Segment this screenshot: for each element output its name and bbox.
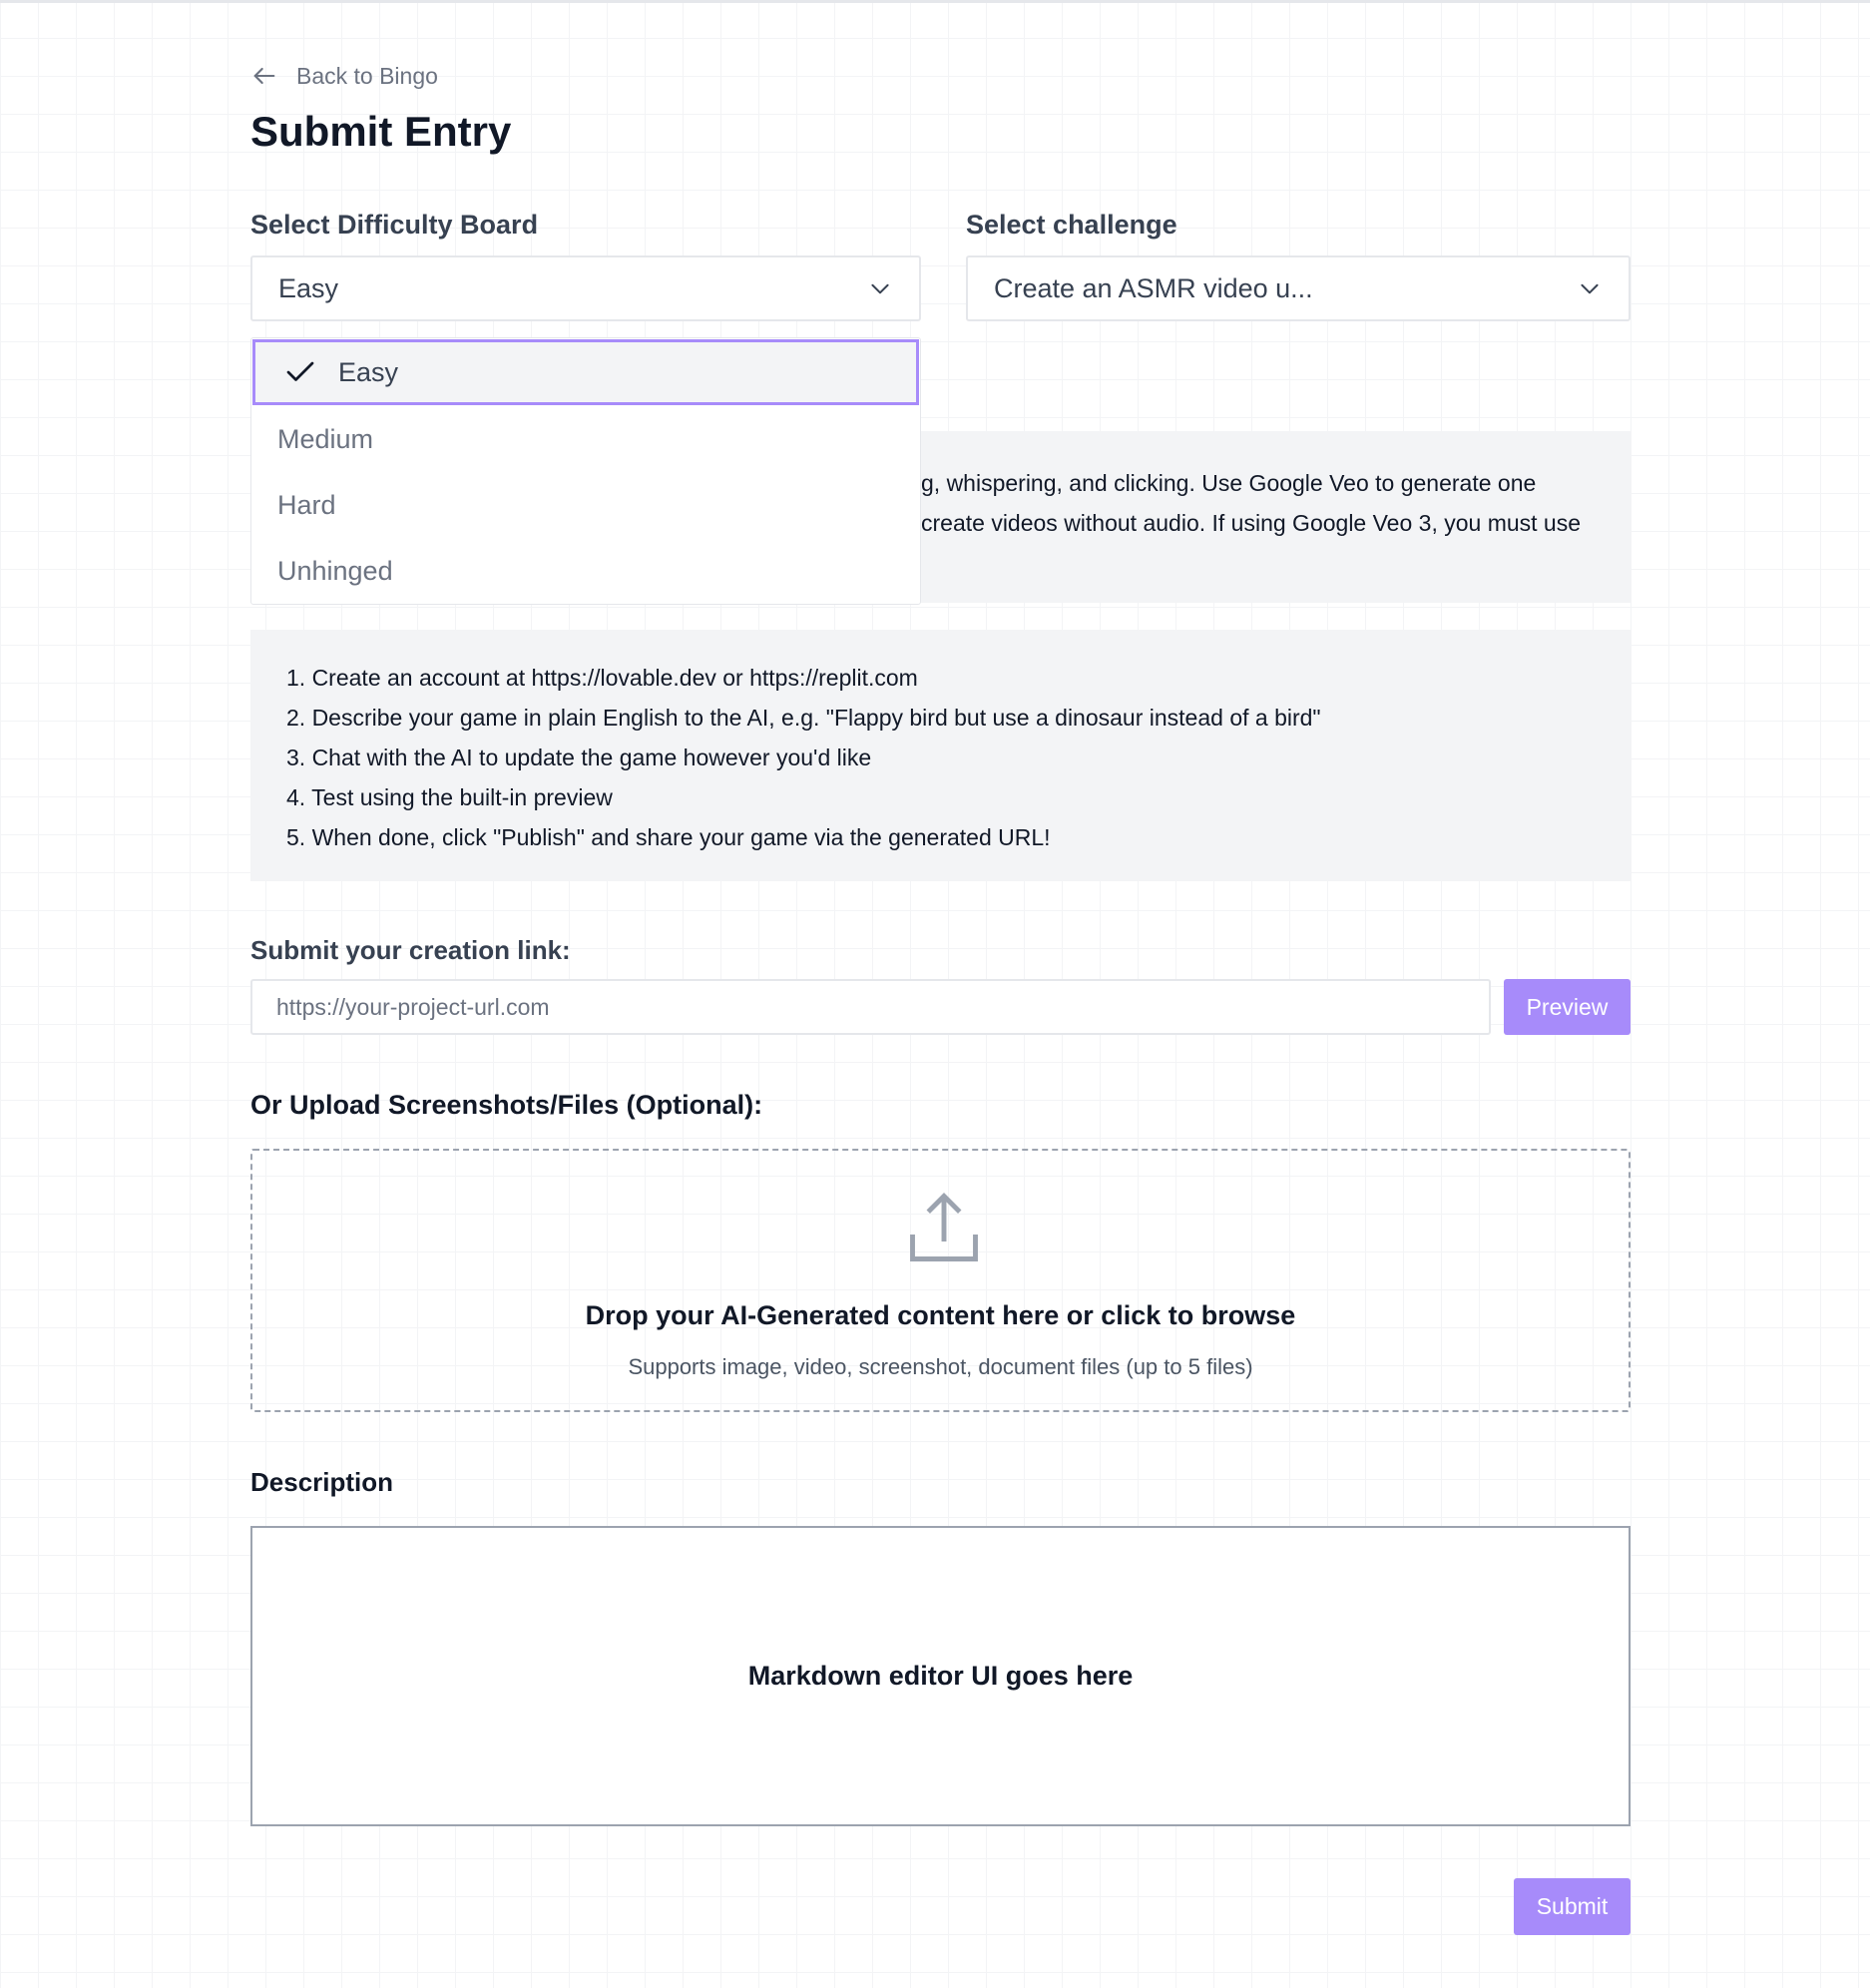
challenge-select[interactable] bbox=[966, 255, 1631, 321]
file-dropzone[interactable] bbox=[250, 1149, 1631, 1412]
challenge-label: Select challenge bbox=[966, 210, 1177, 240]
page-title: Submit Entry bbox=[250, 108, 512, 155]
difficulty-option-unhinged[interactable]: Unhinged bbox=[277, 555, 393, 586]
challenge-selected-value: Create an ASMR video u... bbox=[994, 272, 1313, 303]
back-to-bingo-link[interactable] bbox=[250, 60, 438, 92]
dropzone-title: Drop your AI-Generated content here or click to browse bbox=[585, 1300, 1296, 1330]
difficulty-select[interactable] bbox=[250, 255, 921, 321]
difficulty-label: Select Difficulty Board bbox=[250, 210, 539, 240]
instructions-list bbox=[286, 658, 1595, 857]
submit-entry-page bbox=[250, 0, 1631, 1988]
editor-placeholder: Markdown editor UI goes here bbox=[747, 1661, 1134, 1691]
back-link-label: Back to Bingo bbox=[296, 62, 438, 89]
description-label: Description bbox=[250, 1467, 394, 1497]
preview-button[interactable]: Preview bbox=[1504, 979, 1631, 1035]
instruction-step: 2. Describe your game in plain English to the AI, e.g. "Flappy bird but use a dinosaur instead of a bird" bbox=[286, 705, 1321, 731]
difficulty-option-label: Easy bbox=[338, 356, 399, 387]
markdown-editor[interactable] bbox=[250, 1526, 1631, 1826]
difficulty-dropdown-menu bbox=[250, 337, 921, 605]
difficulty-option-medium[interactable]: Medium bbox=[277, 423, 374, 454]
instruction-step: 3. Chat with the AI to update the game however you'd like bbox=[286, 745, 872, 770]
chevron-down-icon bbox=[1577, 275, 1603, 301]
challenge-description-line: create videos without audio. If using Google Veo 3, you must use bbox=[921, 510, 1582, 536]
difficulty-option-hard[interactable]: Hard bbox=[277, 489, 336, 520]
check-icon bbox=[282, 354, 318, 390]
difficulty-selected-value: Easy bbox=[278, 272, 339, 303]
challenge-description-line: g, whispering, and clicking. Use Google Veo to generate one bbox=[921, 470, 1537, 496]
instructions-panel bbox=[250, 630, 1631, 881]
upload-icon bbox=[902, 1186, 986, 1269]
chevron-down-icon bbox=[867, 275, 893, 301]
submit-button[interactable]: Submit bbox=[1514, 1878, 1631, 1935]
arrow-left-icon bbox=[250, 62, 278, 90]
creation-link-input[interactable] bbox=[250, 979, 1491, 1035]
upload-label: Or Upload Screenshots/Files (Optional): bbox=[250, 1090, 763, 1120]
instruction-step: 1. Create an account at https://lovable.dev or https://replit.com bbox=[286, 665, 918, 691]
instruction-step: 4. Test using the built-in preview bbox=[286, 784, 613, 810]
difficulty-option-easy[interactable] bbox=[252, 339, 919, 405]
creation-link-label: Submit your creation link: bbox=[250, 935, 571, 965]
dropzone-subtitle: Supports image, video, screenshot, document files (up to 5 files) bbox=[628, 1354, 1253, 1379]
instruction-step: 5. When done, click "Publish" and share your game via the generated URL! bbox=[286, 824, 1051, 850]
